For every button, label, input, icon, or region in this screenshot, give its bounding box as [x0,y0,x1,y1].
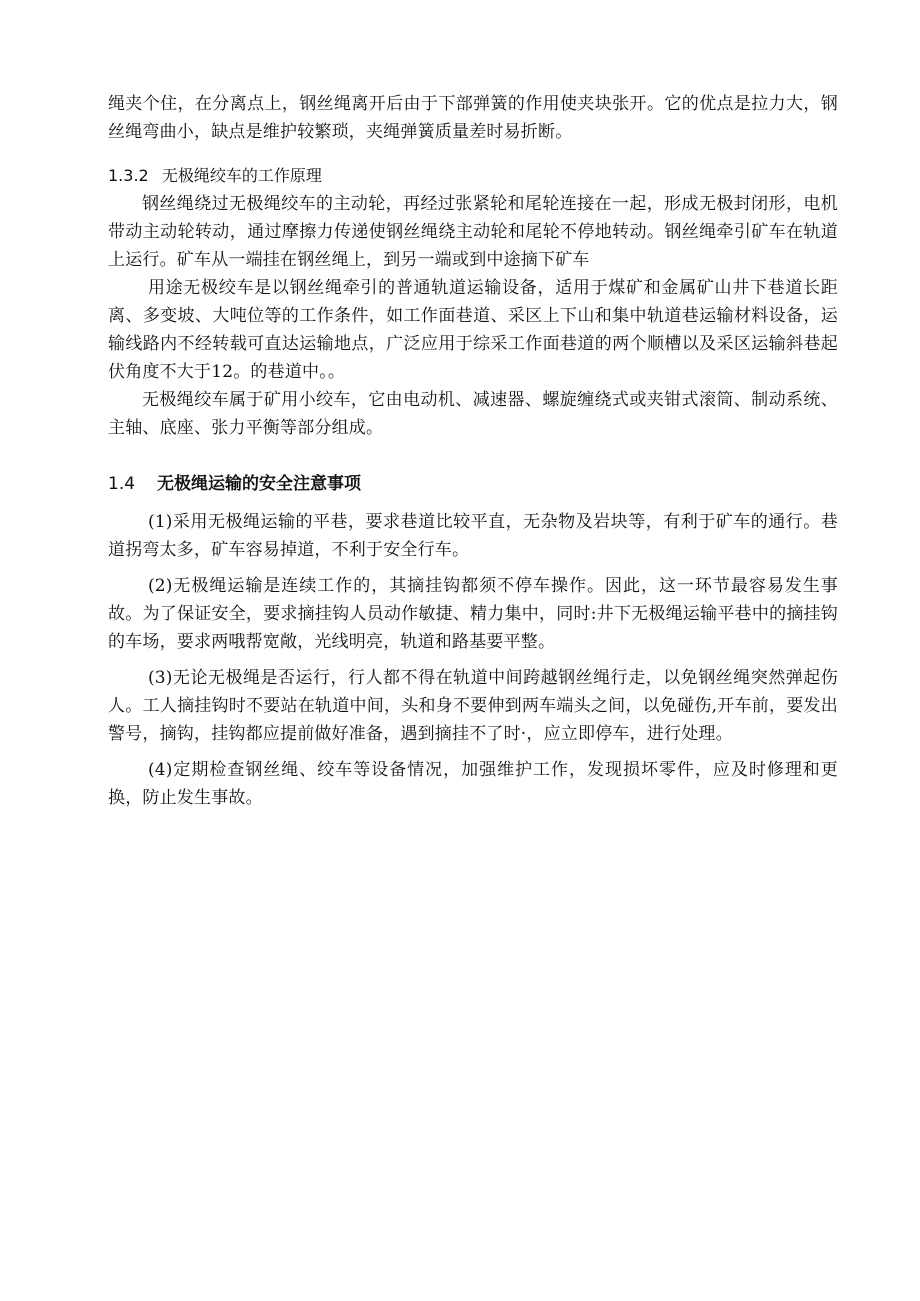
section-number: 1.4 [108,474,136,494]
list-item: (1)采用无极绳运输的平巷，要求巷道比较平直，无杂物及岩块等，有利于矿车的通行。巷道拐弯太多，矿车容易掉道，不利于安全行车。 [108,512,838,560]
body-paragraph: 钢丝绳绕过无极绳绞车的主动轮，再经过张紧轮和尾轮连接在一起，形成无极封闭形，电机带动主动轮转动，通过摩擦力传递使钢丝绳绕主动轮和尾轮不停地转动。钢丝绳牵引矿车在轨道上运行。矿车从一端挂在钢丝绳上，到另一端或到中途摘下矿车 [108,194,838,270]
list-item: (4)定期检查钢丝绳、绞车等设备情况，加强维护工作，发现损坏零件，应及时修理和更换，防止发生事故。 [108,760,838,808]
section-title: 无极绳运输的安全注意事项 [156,474,361,494]
section-number: 1.3.2 [108,166,149,185]
section-heading-1-4 [108,470,838,498]
intro-paragraph: 绳夹个住，在分离点上，钢丝绳离开后由于下部弹簧的作用使夹块张开。它的优点是拉力大，钢丝绳弯曲小，缺点是维护较繁琐，夹绳弹簧质量差时易折断。 [108,94,838,142]
section-heading-1-3-2 [108,162,838,190]
list-item: (2)无极绳运输是连续工作的，其摘挂钩都须不停车操作。因此，这一环节最容易发生事故。为了保证安全，要求摘挂钩人员动作敏捷、精力集中，同时:井下无极绳运输平巷中的摘挂钩的车场，要求两哦帮宽敞，光线明亮，轨道和路基要平整。 [108,576,838,652]
document-body [108,90,838,812]
list-item: (3)无论无极绳是否运行，行人都不得在轨道中间跨越钢丝绳行走，以免钢丝绳突然弹起伤人。工人摘挂钩时不要站在轨道中间，头和身不要伸到两车端头之间，以免碰伤,开车前，要发出警号，摘钩，挂钩都应提前做好准备，遇到摘挂不了时·，应立即停车，进行处理。 [108,668,838,744]
section-title: 无极绳绞车的工作原理 [161,166,322,185]
body-paragraph: 无极绳绞车属于矿用小绞车，它由电动机、减速器、螺旋缠绕式或夹钳式滚筒、制动系统、主轴、底座、张力平衡等部分组成。 [108,390,838,438]
body-paragraph: 用途无极绞车是以钢丝绳牵引的普通轨道运输设备，适用于煤矿和金属矿山井下巷道长距离、多变坡、大吨位等的工作条件，如工作面巷道、采区上下山和集中轨道巷运输材料设备，运输线路内不经转载可直达运输地点，广泛应用于综采工作面巷道的两个顺槽以及采区运输斜巷起伏角度不大于12。的巷道中。。 [108,278,838,382]
